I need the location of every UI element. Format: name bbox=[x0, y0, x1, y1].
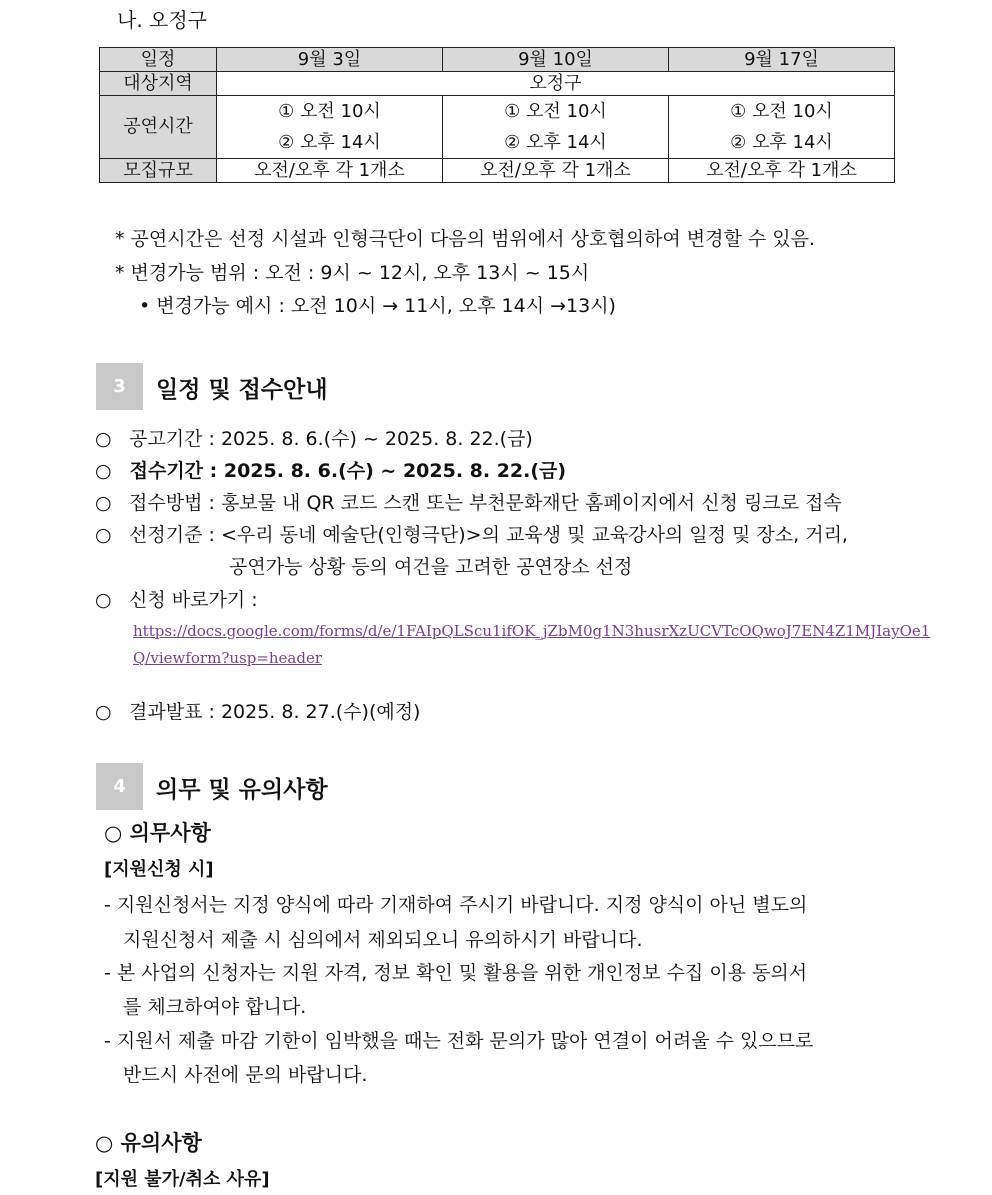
target-value: 오정구 bbox=[217, 72, 895, 96]
scale-cell-3: 오전/오후 각 1개소 bbox=[669, 159, 895, 183]
note-example: • 변경가능 예시 : 오전 10시 → 11시, 오후 14시 →13시) bbox=[139, 295, 616, 317]
section-number-4: 4 bbox=[96, 763, 143, 810]
duty-bracket: [지원신청 시] bbox=[104, 859, 214, 880]
time-cell-1 bbox=[217, 96, 443, 159]
table-header-date-2: 9월 10일 bbox=[443, 48, 669, 72]
note-range: * 변경가능 범위 : 오전 : 9시 ~ 12시, 오후 13시 ~ 15시 bbox=[115, 262, 590, 284]
circle-bullet-icon: ○ bbox=[95, 589, 112, 611]
list-item-method: ○ 접수방법 : 홍보물 내 QR 코드 스캔 또는 부천문화재단 홈페이지에서 신청 링크로 접속 bbox=[95, 492, 842, 514]
duty-heading: ○ 의무사항 bbox=[104, 821, 211, 845]
scale-cell-1: 오전/오후 각 1개소 bbox=[217, 159, 443, 183]
apply-link[interactable]: https://docs.google.com/forms/d/e/1FAIpQLScu1ifOK_jZbM0g1N3husrXzUCVTcOQwoJ7EN4Z1MJIayOe1 bbox=[133, 622, 931, 640]
list-item-announcement: ○ 공고기간 : 2025. 8. 6.(수) ~ 2025. 8. 22.(금) bbox=[95, 428, 533, 450]
time-cell-2 bbox=[443, 96, 669, 159]
list-item-results: ○ 결과발표 : 2025. 8. 27.(수)(예정) bbox=[95, 701, 421, 723]
time-cell-3 bbox=[669, 96, 895, 159]
time-afternoon: ② 오후 14시 bbox=[278, 132, 381, 153]
time-morning: ① 오전 10시 bbox=[278, 101, 381, 122]
row-label-time: 공연시간 bbox=[100, 96, 217, 159]
duty-item-3: - 지원서 제출 마감 기한이 임박했을 때는 전화 문의가 많아 연결이 어려울 수 있으므로 bbox=[104, 1030, 814, 1052]
scale-cell-2: 오전/오후 각 1개소 bbox=[443, 159, 669, 183]
section-title-schedule: 일정 및 접수안내 bbox=[156, 377, 328, 403]
circle-bullet-icon: ○ bbox=[95, 701, 112, 723]
row-label-target: 대상지역 bbox=[100, 72, 217, 96]
list-item-application-period: ○ 접수기간 : 2025. 8. 6.(수) ~ 2025. 8. 22.(금) bbox=[95, 460, 567, 482]
duty-item-1-cont: 지원신청서 제출 시 심의에서 제외되오니 유의하시기 바랍니다. bbox=[123, 929, 643, 951]
caution-heading: ○ 유의사항 bbox=[95, 1131, 202, 1155]
schedule-table bbox=[99, 47, 895, 183]
apply-link-cont[interactable]: Q/viewform?usp=header bbox=[133, 649, 323, 667]
circle-bullet-icon: ○ bbox=[95, 492, 112, 514]
circle-bullet-icon: ○ bbox=[95, 460, 112, 482]
time-afternoon: ② 오후 14시 bbox=[504, 132, 607, 153]
list-item-criteria: ○ 선정기준 : <우리 동네 예술단(인형극단)>의 교육생 및 교육강사의 일정 및 장소, 거리, bbox=[95, 524, 848, 546]
duty-item-1: - 지원신청서는 지정 양식에 따라 기재하여 주시기 바랍니다. 지정 양식이 아닌 별도의 bbox=[104, 894, 808, 916]
time-afternoon: ② 오후 14시 bbox=[730, 132, 833, 153]
list-item-apply-link-label: ○ 신청 바로가기 : bbox=[95, 589, 258, 611]
table-header-schedule: 일정 bbox=[100, 48, 217, 72]
time-morning: ① 오전 10시 bbox=[504, 101, 607, 122]
duty-item-2-cont: 를 체크하여야 합니다. bbox=[123, 996, 307, 1018]
subheading: 나. 오정구 bbox=[117, 8, 207, 32]
duty-item-2: - 본 사업의 신청자는 지원 자격, 정보 확인 및 활용을 위한 개인정보 수집 이용 동의서 bbox=[104, 962, 808, 984]
row-label-scale: 모집규모 bbox=[100, 159, 217, 183]
note-time-change: * 공연시간은 선정 시설과 인형극단이 다음의 범위에서 상호협의하여 변경할 수 있음. bbox=[115, 228, 815, 250]
duty-item-3-cont: 반드시 사전에 문의 바랍니다. bbox=[123, 1064, 368, 1086]
section-number-3: 3 bbox=[96, 363, 143, 410]
caution-bracket: [지원 불가/취소 사유] bbox=[95, 1169, 270, 1190]
list-item-criteria-cont: 공연가능 상황 등의 여건을 고려한 공연장소 선정 bbox=[229, 556, 633, 578]
circle-bullet-icon: ○ bbox=[95, 428, 112, 450]
table-header-date-1: 9월 3일 bbox=[217, 48, 443, 72]
time-morning: ① 오전 10시 bbox=[730, 101, 833, 122]
table-header-date-3: 9월 17일 bbox=[669, 48, 895, 72]
circle-bullet-icon: ○ bbox=[95, 524, 112, 546]
section-title-obligations: 의무 및 유의사항 bbox=[156, 777, 328, 803]
